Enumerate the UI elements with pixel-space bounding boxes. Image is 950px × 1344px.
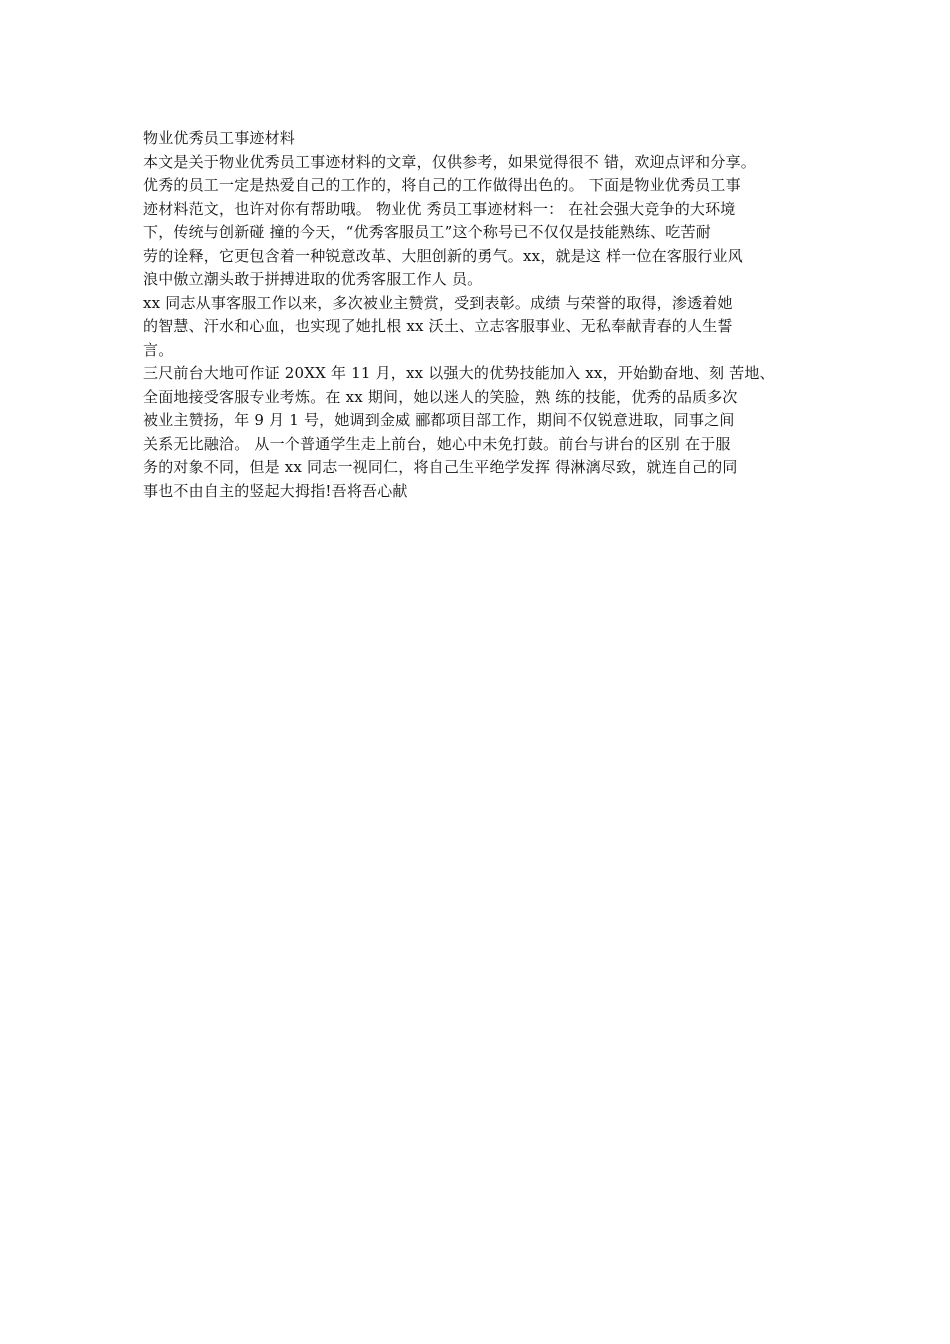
paragraph-1 xyxy=(143,151,823,292)
paragraph-line: 事也不由自主的竖起大拇指!吾将吾心献 xyxy=(143,481,408,500)
paragraph-line: xx 同志从事客服工作以来，多次被业主赞赏，受到表彰。成绩 与荣誉的取得，渗透着她 xyxy=(143,293,733,312)
paragraph-line: 的智慧、汗水和心血，也实现了她扎根 xx 沃土、立志客服事业、无私奉献青春的人生誓 xyxy=(143,317,733,335)
paragraph-line: 本文是关于物业优秀员工事迹材料的文章，仅供参考，如果觉得很不 错，欢迎点评和分享。 xyxy=(143,152,756,171)
paragraph-line: 优秀的员工一定是热爱自己的工作的，将自己的工作做得出色的。 下面是物业优秀员工事 xyxy=(143,176,741,194)
paragraph-2 xyxy=(143,292,823,363)
paragraph-3 xyxy=(143,362,823,503)
paragraph-line: 言。 xyxy=(143,340,174,359)
paragraph-line: 关系无比融洽。 从一个普通学生走上前台，她心中未免打鼓。前台与讲台的区别 在于服 xyxy=(143,434,731,453)
paragraph-line: 全面地接受客服专业考炼。在 xx 期间，她以迷人的笑脸，熟 练的技能，优秀的品质多次 xyxy=(143,387,738,406)
paragraph-line: 劳的诠释，它更包含着一种锐意改革、大胆创新的勇气。xx，就是这 样一位在客服行业风 xyxy=(143,246,743,265)
paragraph-line: 下，传统与创新碰 撞的今天，“优秀客服员工”这个称号已不仅仅是技能熟练、吃苦耐 xyxy=(143,223,711,241)
paragraph-line: 三尺前台大地可作证 20XX 年 11 月，xx 以强大的优势技能加入 xx，开始勤奋地、刻 苦地、 xyxy=(143,364,775,382)
document-title: 物业优秀员工事迹材料 xyxy=(143,129,296,147)
document-body xyxy=(143,127,823,503)
paragraph-line: 迹材料范文，也许对你有帮助哦。 物业优 秀员工事迹材料一： 在社会强大竞争的大环境 xyxy=(143,199,736,218)
paragraph-line: 务的对象不同，但是 xx 同志一视同仁，将自己生平绝学发挥 得淋漓尽致，就连自己的同 xyxy=(143,458,738,476)
paragraph-line: 浪中傲立潮头敢于拼搏进取的优秀客服工作人 员。 xyxy=(143,270,483,288)
paragraph-line: 被业主赞扬，年 9 月 1 号，她调到金威 郦都项目部工作，期间不仅锐意进取，同事之间 xyxy=(143,411,735,429)
